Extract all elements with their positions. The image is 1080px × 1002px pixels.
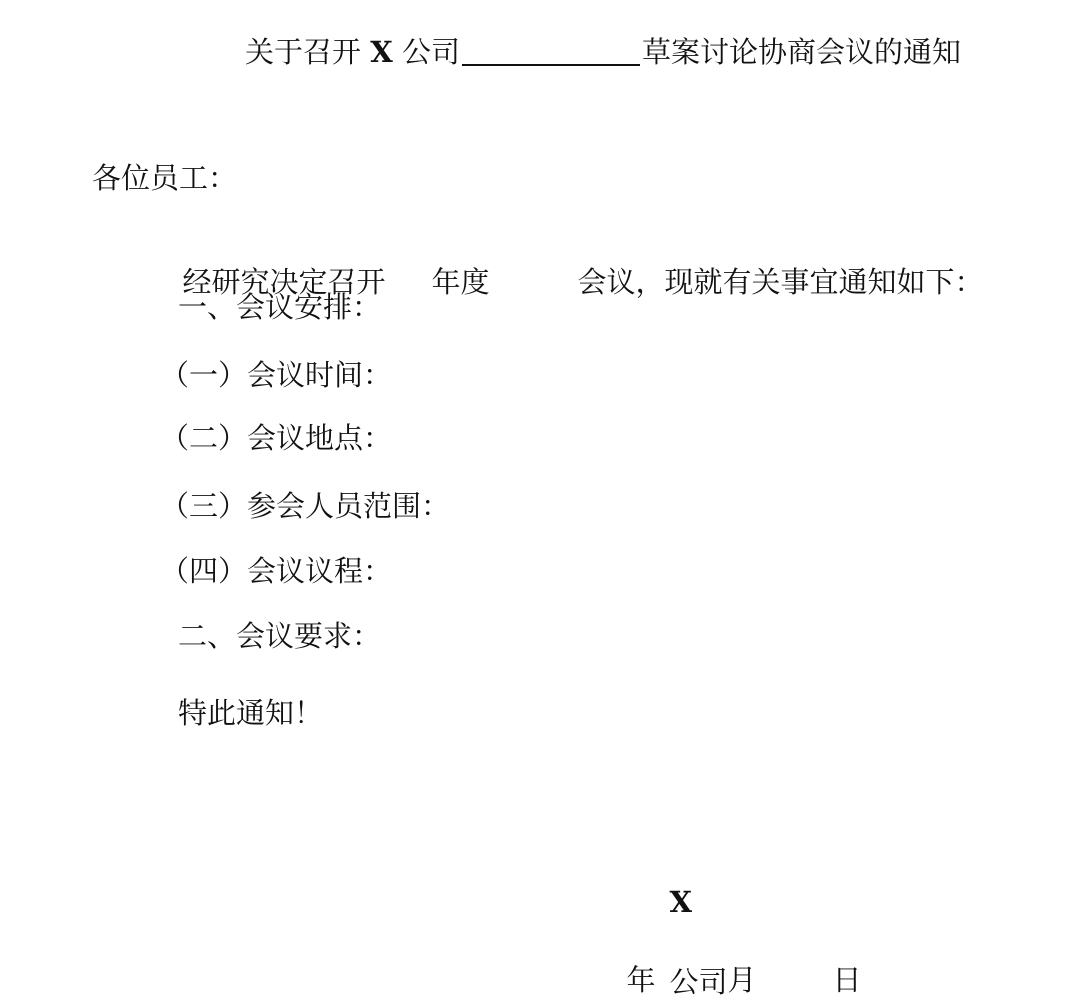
item-attendee-scope: （三）参会人员范围：	[160, 489, 451, 523]
title-company-mark: X	[370, 35, 393, 69]
title-prefix: 关于召开	[245, 35, 362, 69]
closing-line: 特此通知！	[178, 696, 324, 730]
signature-company-suffix: 公司	[669, 965, 728, 999]
section-meeting-arrangement: 一、会议安排：	[178, 290, 382, 324]
intro-part2: 年度	[431, 265, 490, 299]
intro-part3: 会议，现就有关事宜通知如下：	[577, 265, 984, 299]
date-day: 日	[832, 963, 862, 997]
title-company-suffix: 公司	[401, 35, 460, 69]
salutation: 各位员工：	[92, 161, 238, 195]
title-blank-line	[462, 34, 640, 66]
item-meeting-agenda: （四）会议议程：	[160, 554, 393, 588]
date-month: 月	[727, 963, 757, 997]
date-year: 年	[626, 963, 656, 997]
signature-date	[608, 920, 861, 1000]
title-suffix: 草案讨论协商会议的通知	[641, 35, 961, 69]
section-meeting-requirements: 二、会议要求：	[178, 619, 382, 653]
item-meeting-time: （一）会议时间：	[160, 358, 393, 392]
notice-title	[245, 32, 961, 72]
intro-part1: 经研究决定召开	[182, 265, 386, 299]
signature-company-mark: X	[669, 885, 692, 919]
item-meeting-location: （二）会议地点：	[160, 421, 393, 455]
